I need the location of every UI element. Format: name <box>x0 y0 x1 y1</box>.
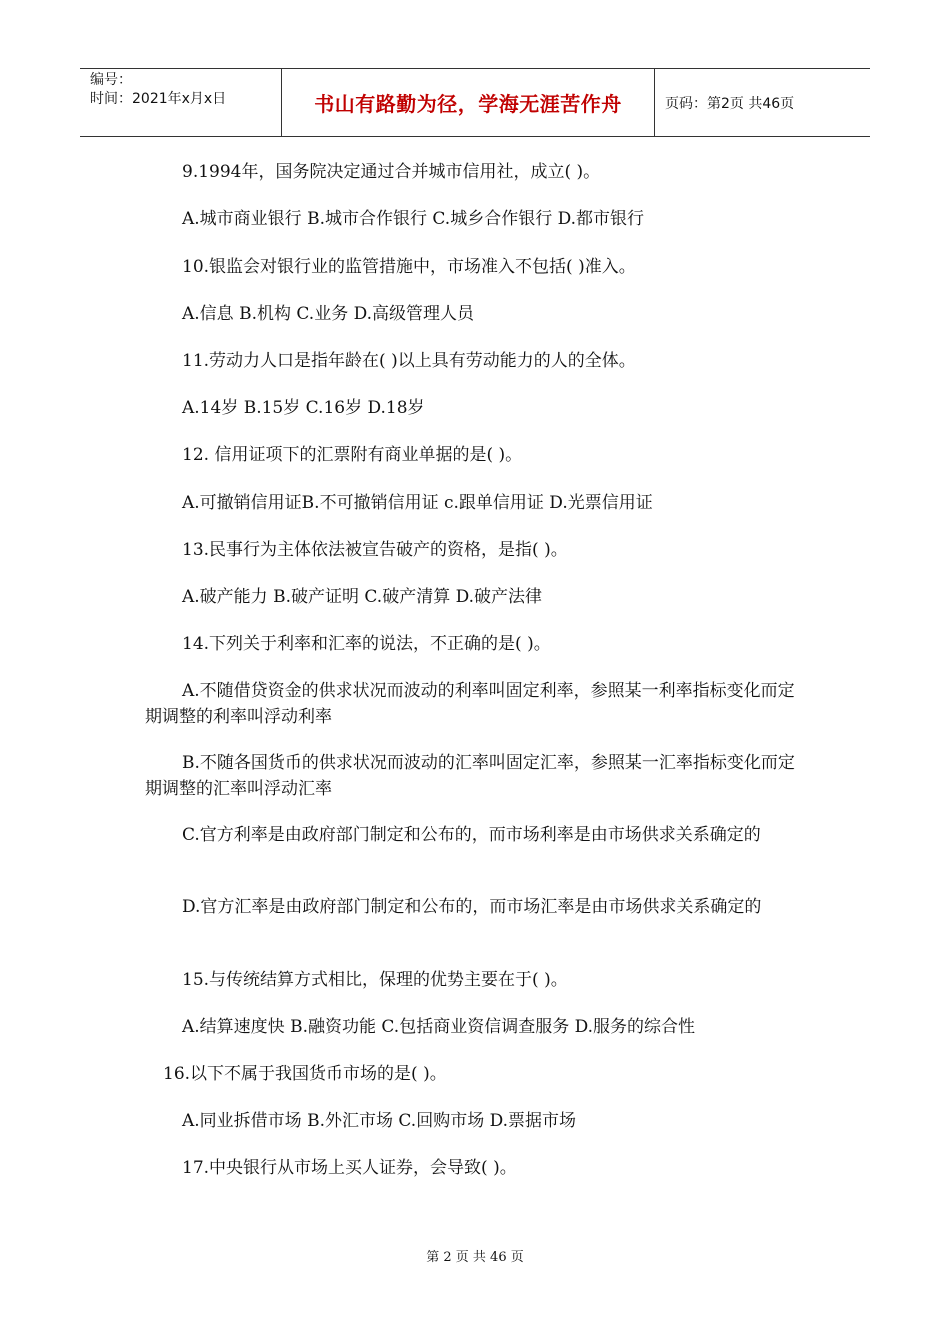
question-17: 17.中央银行从市场上买人证券，会导致( )。 <box>182 1158 517 1178</box>
header-meta <box>80 69 281 136</box>
question-11: 11.劳动力人口是指年龄在( )以上具有劳动能力的人的全体。 <box>182 351 636 371</box>
question-9: 9.1994年，国务院决定通过合并城市信用社，成立( )。 <box>182 162 601 182</box>
options-9: A.城市商业银行 B.城市合作银行 C.城乡合作银行 D.都市银行 <box>182 209 645 229</box>
option-14-d: D.官方汇率是由政府部门制定和公布的，而市场汇率是由市场供求关系确定的 <box>182 897 762 917</box>
header-motto: 书山有路勤为径，学海无涯苦作舟 <box>281 69 655 136</box>
header-page-info: 页码：第2页 共46页 <box>665 95 795 112</box>
question-10: 10.银监会对银行业的监管措施中，市场准入不包括( )准入。 <box>182 257 636 277</box>
question-13: 13.民事行为主体依法被宣告破产的资格，是指( )。 <box>182 540 568 560</box>
question-14: 14.下列关于利率和汇率的说法，不正确的是( )。 <box>182 634 551 654</box>
options-11: A.14岁 B.15岁 C.16岁 D.18岁 <box>182 398 425 418</box>
number-label: 编号： <box>90 72 132 88</box>
question-12: 12. 信用证项下的汇票附有商业单据的是( )。 <box>182 445 523 465</box>
question-16: 16.以下不属于我国货币市场的是( )。 <box>163 1064 447 1084</box>
options-15: A.结算速度快 B.融资功能 C.包括商业资信调查服务 D.服务的综合性 <box>182 1017 696 1037</box>
page-header <box>80 68 870 137</box>
page-footer: 第 2 页 共 46 页 <box>426 1250 524 1265</box>
options-16: A.同业拆借市场 B.外汇市场 C.回购市场 D.票据市场 <box>182 1111 577 1131</box>
option-14-b: B.不随各国货币的供求状况而波动的汇率叫固定汇率，参照某一汇率指标变化而定期调整的汇率叫浮动汇率 <box>145 753 795 799</box>
option-14-c: C.官方利率是由政府部门制定和公布的，而市场利率是由市场供求关系确定的 <box>182 825 761 845</box>
options-10: A.信息 B.机构 C.业务 D.高级管理人员 <box>182 304 475 324</box>
option-14-a: A.不随借贷资金的供求状况而波动的利率叫固定利率，参照某一利率指标变化而定期调整的利率叫浮动利率 <box>145 681 795 727</box>
options-13: A.破产能力 B.破产证明 C.破产清算 D.破产法律 <box>182 587 543 607</box>
question-15: 15.与传统结算方式相比，保理的优势主要在于( )。 <box>182 970 568 990</box>
options-12: A.可撤销信用证B.不可撤销信用证 c.跟单信用证 D.光票信用证 <box>182 493 653 513</box>
time-label: 时间：2021年x月x日 <box>90 91 227 107</box>
